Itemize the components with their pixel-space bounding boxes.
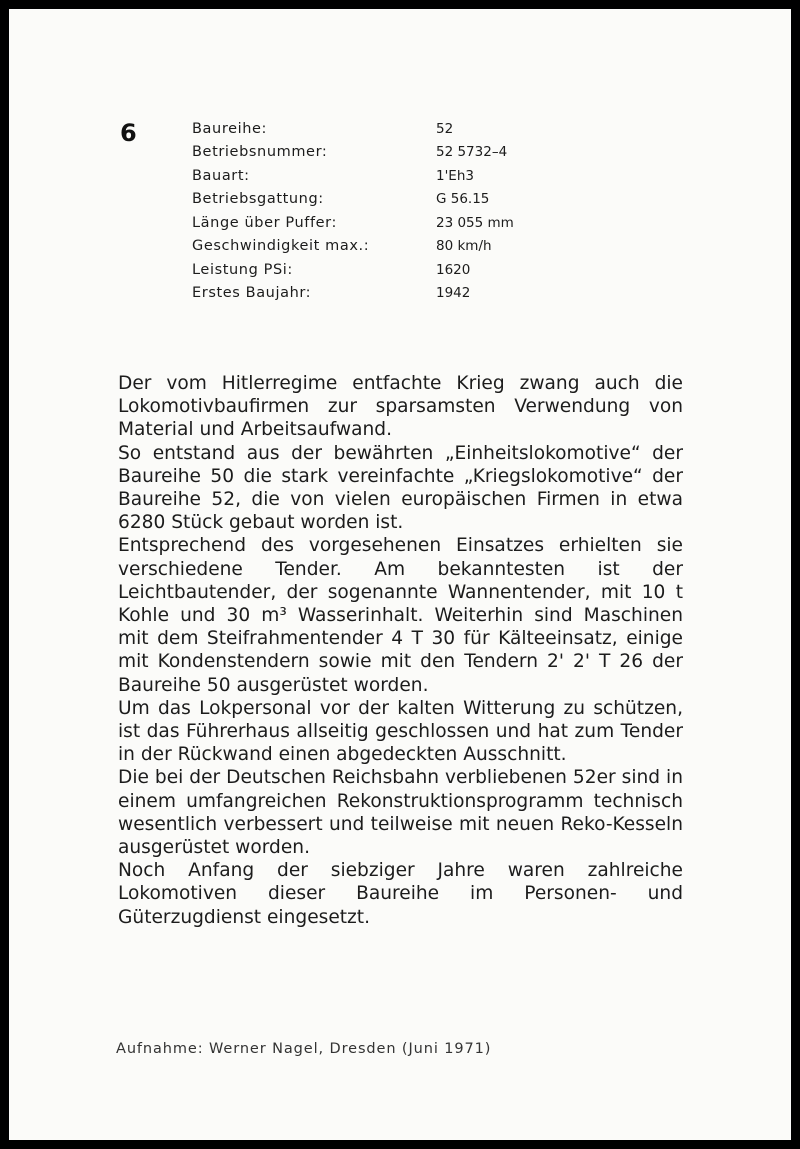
paragraph: So entstand aus der bewährten „Einheitslokomotive“ der Baureihe 50 die stark vereinfachte „Kriegslokomotive“ der Baureihe 52, die von vielen europäischen Firmen in etwa 6280 Stück gebaut worden ist.	[118, 442, 683, 534]
spec-value: 1'Eh3	[436, 167, 474, 184]
spec-row	[192, 164, 514, 188]
spec-row	[192, 117, 514, 141]
info-card	[9, 9, 791, 1140]
spec-label: Leistung PSi:	[192, 261, 293, 278]
spec-label: Geschwindigkeit max.:	[192, 238, 370, 255]
spec-label: Erstes Baujahr:	[192, 285, 312, 302]
paragraph: Die bei der Deutschen Reichsbahn verbliebenen 52er sind in einem umfangreichen Rekonstruktionsprogramm technisch wesentlich verbessert und teilweise mit neuen Reko-Kesseln ausgerüstet worden.	[118, 767, 683, 859]
spec-row	[192, 141, 514, 165]
description-text	[118, 372, 683, 929]
paragraph: Um das Lokpersonal vor der kalten Witterung zu schützen, ist das Führerhaus allseitig geschlossen und hat zum Tender in der Rückwand einen abgedeckten Ausschnitt.	[118, 697, 683, 766]
spec-row	[192, 258, 514, 282]
paragraph: Der vom Hitlerregime entfachte Krieg zwang auch die Lokomotivbaufirmen zur sparsamsten Verwendung von Material und Arbeitsaufwand.	[118, 373, 683, 441]
spec-row	[192, 188, 514, 212]
spec-row	[192, 282, 514, 306]
spec-value: 1942	[436, 285, 471, 302]
spec-label: Bauart:	[192, 167, 250, 184]
photo-credit: Aufnahme: Werner Nagel, Dresden (Juni 1971)	[116, 1041, 492, 1057]
card-number: 6	[120, 119, 137, 147]
spec-label: Länge über Puffer:	[192, 214, 337, 231]
spec-label: Baureihe:	[192, 120, 268, 137]
spec-label: Betriebsgattung:	[192, 191, 324, 208]
spec-value: 52	[436, 120, 454, 137]
spec-row	[192, 211, 514, 235]
spec-label: Betriebsnummer:	[192, 144, 328, 161]
spec-value: 1620	[436, 261, 471, 278]
spec-value: 23 055 mm	[436, 214, 514, 231]
paragraph: Noch Anfang der siebziger Jahre waren zahlreiche Lokomotiven dieser Baureihe im Personen- und Güterzugdienst eingesetzt.	[118, 860, 683, 928]
spec-value: 80 km/h	[436, 238, 492, 255]
spec-value: 52 5732–4	[436, 144, 508, 161]
spec-table	[192, 117, 514, 305]
spec-value: G 56.15	[436, 191, 490, 208]
spec-row	[192, 235, 514, 259]
paragraph: Entsprechend des vorgesehenen Einsatzes erhielten sie verschiedene Tender. Am bekanntesten ist der Leichtbautender, der sogenannte Wannentender, mit 10 t Kohle und 30 m³ Wasserinhalt. Weiterhin sind Maschinen mit dem Steifrahmentender 4 T 30 für Kälteeinsatz, einige mit Kondenstendern sowie mit den Tendern 2' 2' T 26 der Baureihe 50 ausgerüstet worden.	[118, 535, 683, 696]
